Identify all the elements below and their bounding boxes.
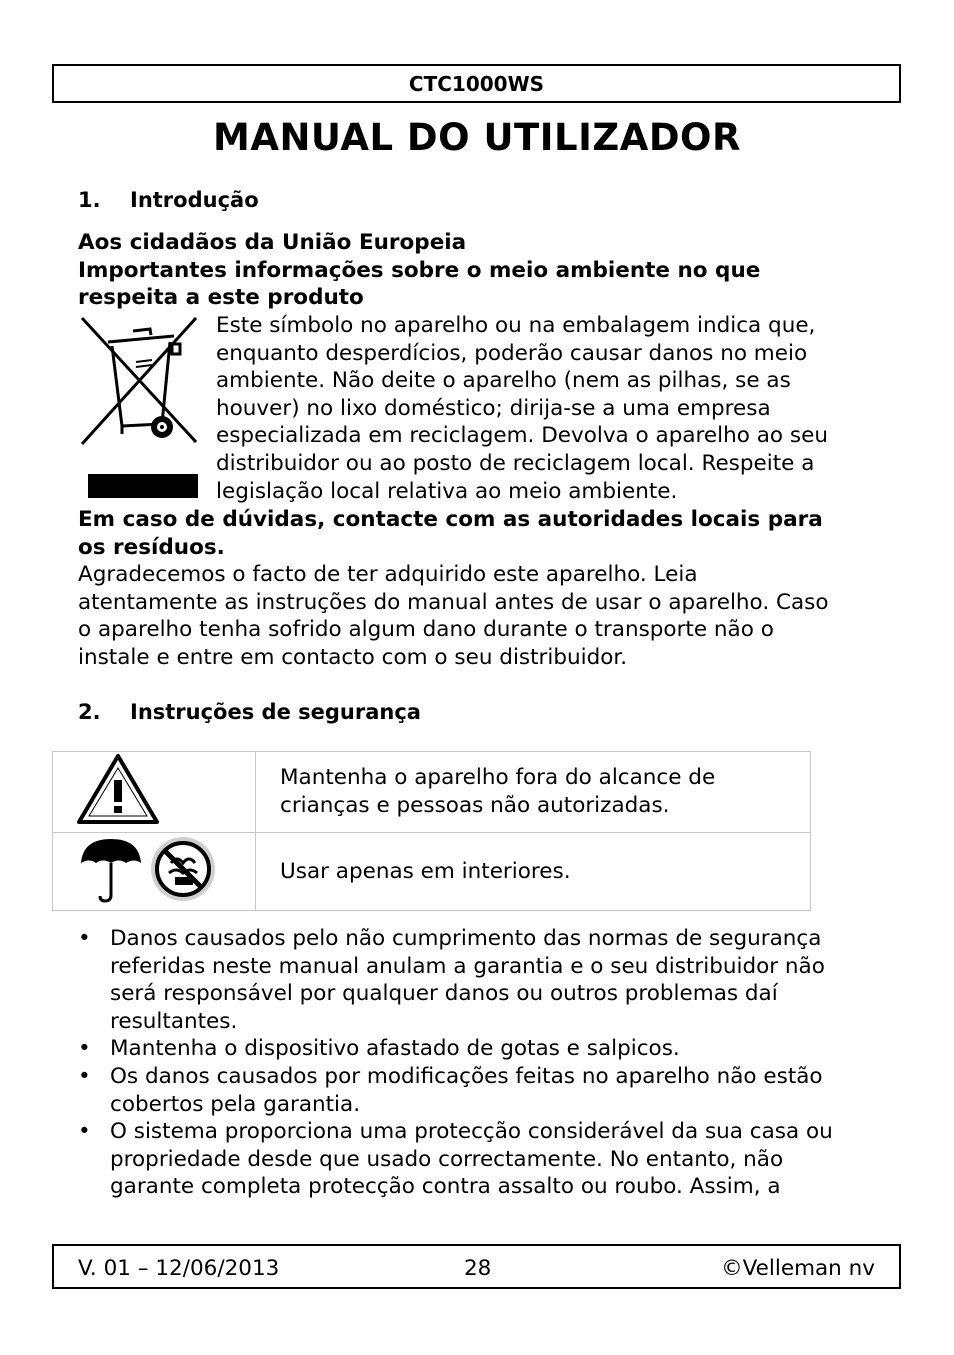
section-1-number: 1. [78, 188, 101, 212]
weee-line: distribuidor ou ao posto de reciclagem local. Respeite a [216, 450, 815, 476]
warning-triangle-icon [53, 752, 253, 824]
list-item-line: • O sistema proporciona uma protecção considerável da sua casa ou [110, 1119, 833, 1145]
table-row [53, 832, 811, 911]
model-name: CTC1000WS [408, 71, 545, 96]
list-item-line: referidas neste manual anulam a garantia e o seu distribuidor não [110, 953, 825, 979]
list-item [78, 1035, 888, 1063]
safety-symbols-table [52, 751, 811, 911]
page-title: MANUAL DO UTILIZADOR [213, 116, 741, 159]
table-text-line: crianças e pessoas não autorizadas. [280, 792, 670, 818]
thanks-line: o aparelho tenha sofrido algum dano durante o transporte não o [78, 617, 774, 643]
table-row [53, 752, 811, 833]
doubt-notice [78, 506, 898, 561]
table-text-line: Mantenha o aparelho fora do alcance de [280, 765, 716, 791]
weee-line: enquanto desperdícios, poderão causar danos no meio [216, 340, 808, 366]
list-item [78, 1118, 888, 1201]
list-item [78, 1063, 888, 1118]
section-2-heading [78, 700, 421, 724]
weee-line: houver) no lixo doméstico; dirija-se a uma empresa [216, 395, 771, 421]
safety-bullet-list [78, 925, 888, 1201]
list-item-line: será responsável por qualquer danos ou outros problemas daí [110, 981, 778, 1007]
section-1-title: Introdução [130, 188, 259, 212]
table-text-cell [256, 752, 811, 833]
weee-line: especializada em reciclagem. Devolva o aparelho ao seu [216, 423, 828, 449]
section-1-heading [78, 188, 259, 212]
weee-line: ambiente. Não deite o aparelho (nem as pilhas, se as [216, 368, 791, 394]
table-icon-cell [53, 832, 256, 911]
footer-copyright: ©Velleman nv [721, 1256, 875, 1281]
eu-citizens-heading [78, 229, 898, 312]
list-item [78, 925, 888, 1035]
doubt-line-2: os resíduos. [78, 534, 225, 560]
footer-version: V. 01 – 12/06/2013 [78, 1256, 280, 1281]
doubt-line-1: Em caso de dúvidas, contacte com as autoridades locais para [78, 507, 823, 532]
list-item-line: cobertos pela garantia. [110, 1091, 361, 1117]
section-2-number: 2. [78, 700, 101, 724]
no-water-sign-icon [151, 837, 215, 901]
page-footer [52, 1244, 901, 1289]
weee-line: Este símbolo no aparelho ou na embalagem indica que, [216, 313, 816, 338]
umbrella-icon [81, 839, 141, 901]
env-info-line-1: Importantes informações sobre o meio ambiente no que [78, 257, 761, 283]
thanks-line: atentamente as instruções do manual antes de usar o aparelho. Caso [78, 589, 829, 615]
eu-citizens-line: Aos cidadãos da União Europeia [78, 230, 467, 255]
crossed-out-wheelie-bin-icon [78, 314, 202, 500]
list-item-line: • Os danos causados por modificações feitas no aparelho não estão [110, 1063, 823, 1089]
list-item-line: • Danos causados pelo não cumprimento das normas de segurança [110, 926, 822, 951]
weee-line: legislação local relativa ao meio ambiente. [216, 478, 678, 504]
table-text-line: Usar apenas em interiores. [280, 858, 571, 884]
section-2-title: Instruções de segurança [130, 700, 421, 724]
thanks-line: instale e entre em contacto com o seu distribuidor. [78, 644, 628, 670]
weee-paragraph [216, 312, 896, 505]
table-text-cell [256, 832, 811, 911]
list-item-line: resultantes. [110, 1008, 238, 1034]
list-item-line: garante completa protecção contra assalto ou roubo. Assim, a [110, 1174, 781, 1200]
table-icon-cell [53, 752, 256, 833]
header-model-box [52, 64, 901, 103]
footer-page-number: 28 [464, 1256, 492, 1281]
env-info-line-2: respeita a este produto [78, 285, 364, 311]
list-item-line: propriedade desde que usado correctamente. No entanto, não [110, 1146, 784, 1172]
thanks-line: Agradecemos o facto de ter adquirido este aparelho. Leia [78, 562, 698, 587]
list-item-line: • Mantenha o dispositivo afastado de gotas e salpicos. [110, 1036, 680, 1062]
indoor-use-only-icon [53, 833, 253, 903]
thanks-paragraph [78, 561, 898, 671]
